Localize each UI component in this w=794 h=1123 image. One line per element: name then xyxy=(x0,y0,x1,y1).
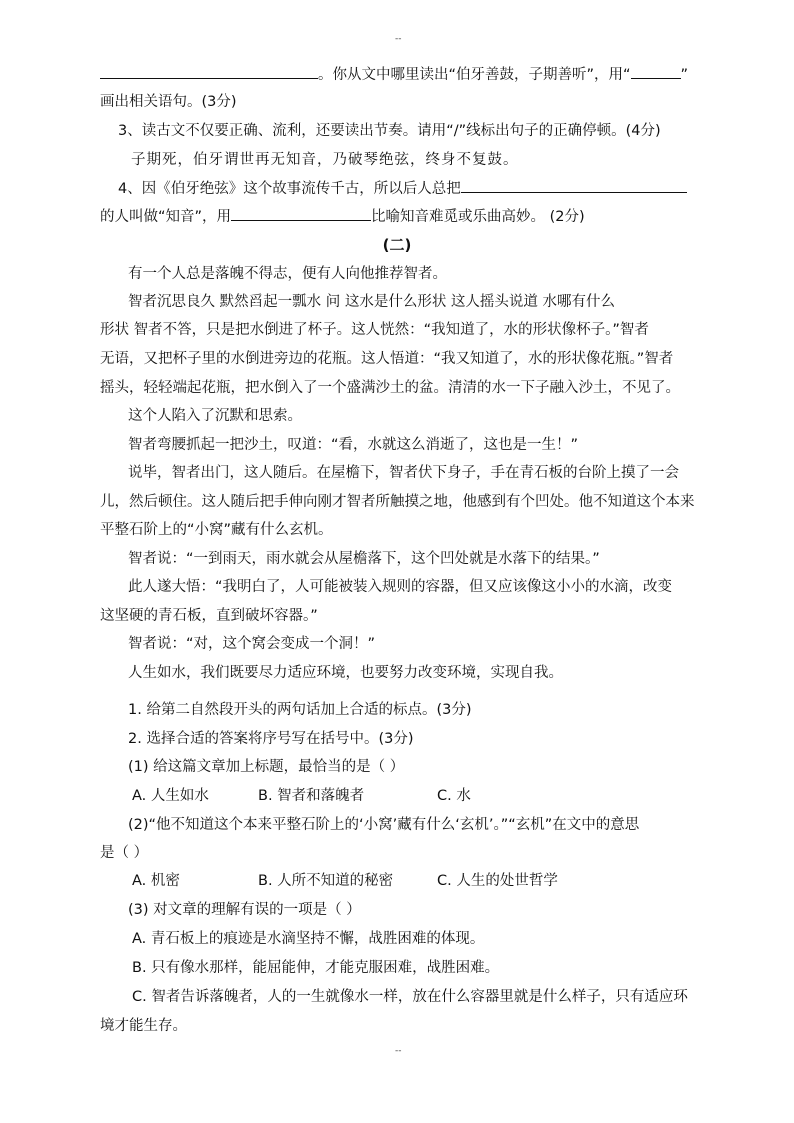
passage-line: 无语，又把杯子里的水倒进旁边的花瓶。这人悟道：“我又知道了，水的形状像花瓶。”智者 xyxy=(100,351,674,367)
passage-line: 有一个人总是落魄不得志，便有人向他推荐智者。 xyxy=(128,266,447,282)
question-2-line-1: 。你从文中哪里读出“伯牙善鼓，子期善听”，用“ ” xyxy=(100,64,688,85)
section-title: (二) xyxy=(382,236,412,254)
question-1: 1. 给第二自然段开头的两句话加上合适的标点。(3分) xyxy=(128,702,472,718)
option-a: A. 青石板上的痕迹是水滴坚持不懈，战胜困难的体现。 xyxy=(132,931,485,947)
option-b: B. 只有像水那样，能屈能伸，才能克服困难，战胜困难。 xyxy=(132,960,500,976)
passage-line: 智者沉思良久 默然舀起一瓢水 问 这水是什么形状 这人摇头说道 水哪有什么 xyxy=(128,294,616,310)
option-a: A. 人生如水 xyxy=(132,788,209,804)
passage-line: 智者弯腰抓起一把沙土，叹道：“看，水就这么消逝了，这也是一生！” xyxy=(128,437,579,453)
passage-line: 形状 智者不答，只是把水倒进了杯子。这人恍然：“我知道了，水的形状像杯子。”智者 xyxy=(100,322,649,338)
option-c: C. 人生的处世哲学 xyxy=(437,873,558,889)
question-4-line-1: 4、因《伯牙绝弦》这个故事流传千古，所以后人总把 xyxy=(118,178,687,199)
passage-line: 这个人陷入了沉默和思索。 xyxy=(128,408,302,424)
option-b: B. 人所不知道的秘密 xyxy=(258,873,394,889)
page-bottom-mark: -- xyxy=(395,1046,402,1056)
passage-line: 这坚硬的青石板，直到破坏容器。” xyxy=(100,608,318,624)
option-b: B. 智者和落魄者 xyxy=(258,788,365,804)
passage-line: 说毕，智者出门，这人随后。在屋檐下，智者伏下身子，手在青石板的台阶上摸了一会 xyxy=(128,465,679,481)
option-c-line-1: C. 智者告诉落魄者，人的一生就像水一样，放在什么容器里就是什么样子，只有适应环 xyxy=(132,989,688,1005)
question-2-2-line-2: 是（ ） xyxy=(100,845,149,861)
question-2: 2. 选择合适的答案将序号写在括号中。(3分) xyxy=(128,731,414,747)
question-3-sentence: 子期死，伯牙谓世再无知音，乃破琴绝弦，终身不复鼓。 xyxy=(131,152,519,168)
passage-line: 摇头，轻轻端起花瓶，把水倒入了一个盛满沙土的盆。清清的水一下子融入沙土，不见了。 xyxy=(100,380,680,396)
option-c: C. 水 xyxy=(437,788,471,804)
underline-sample xyxy=(631,68,681,79)
answer-blank[interactable] xyxy=(461,178,687,193)
answer-blank[interactable] xyxy=(100,64,318,79)
passage-line: 智者说：“对，这个窝会变成一个洞！” xyxy=(128,636,376,652)
question-2-line-2: 画出相关语句。(3分) xyxy=(100,94,237,110)
question-4-line-2: 的人叫做“知音”，用 比喻知音难觅或乐曲高妙。 (2分) xyxy=(100,206,585,227)
passage-line: 人生如水，我们既要尽力适应环境，也要努力改变环境，实现自我。 xyxy=(128,665,563,681)
answer-blank[interactable] xyxy=(231,206,371,221)
passage-line: 平整石阶上的“小窝”藏有什么玄机。 xyxy=(100,522,333,538)
passage-line: 智者说：“一到雨天，雨水就会从屋檐落下，这个凹处就是水落下的结果。” xyxy=(128,551,600,567)
option-a: A. 机密 xyxy=(132,873,180,889)
page-top-mark: -- xyxy=(395,34,402,44)
question-2-2-line-1: (2)“他不知道这个本来平整石阶上的‘小窝’藏有什么‘玄机’。”“玄机”在文中的意思 xyxy=(128,817,640,833)
question-3-prompt: 3、读古文不仅要正确、流利，还要读出节奏。请用“/”线标出句子的正确停顿。(4分) xyxy=(118,123,661,139)
passage-line: 儿，然后顿住。这人随后把手伸向刚才智者所触摸之地，他感到有个凹处。他不知道这个本来 xyxy=(100,494,695,510)
passage-line: 此人遂大悟：“我明白了，人可能被装入规则的容器，但又应该像这小小的水滴，改变 xyxy=(128,579,673,595)
option-c-line-2: 境才能生存。 xyxy=(100,1018,187,1034)
question-2-3: (3) 对文章的理解有误的一项是（ ） xyxy=(128,902,361,918)
question-2-1: (1) 给这篇文章加上标题，最恰当的是（ ） xyxy=(128,759,405,775)
